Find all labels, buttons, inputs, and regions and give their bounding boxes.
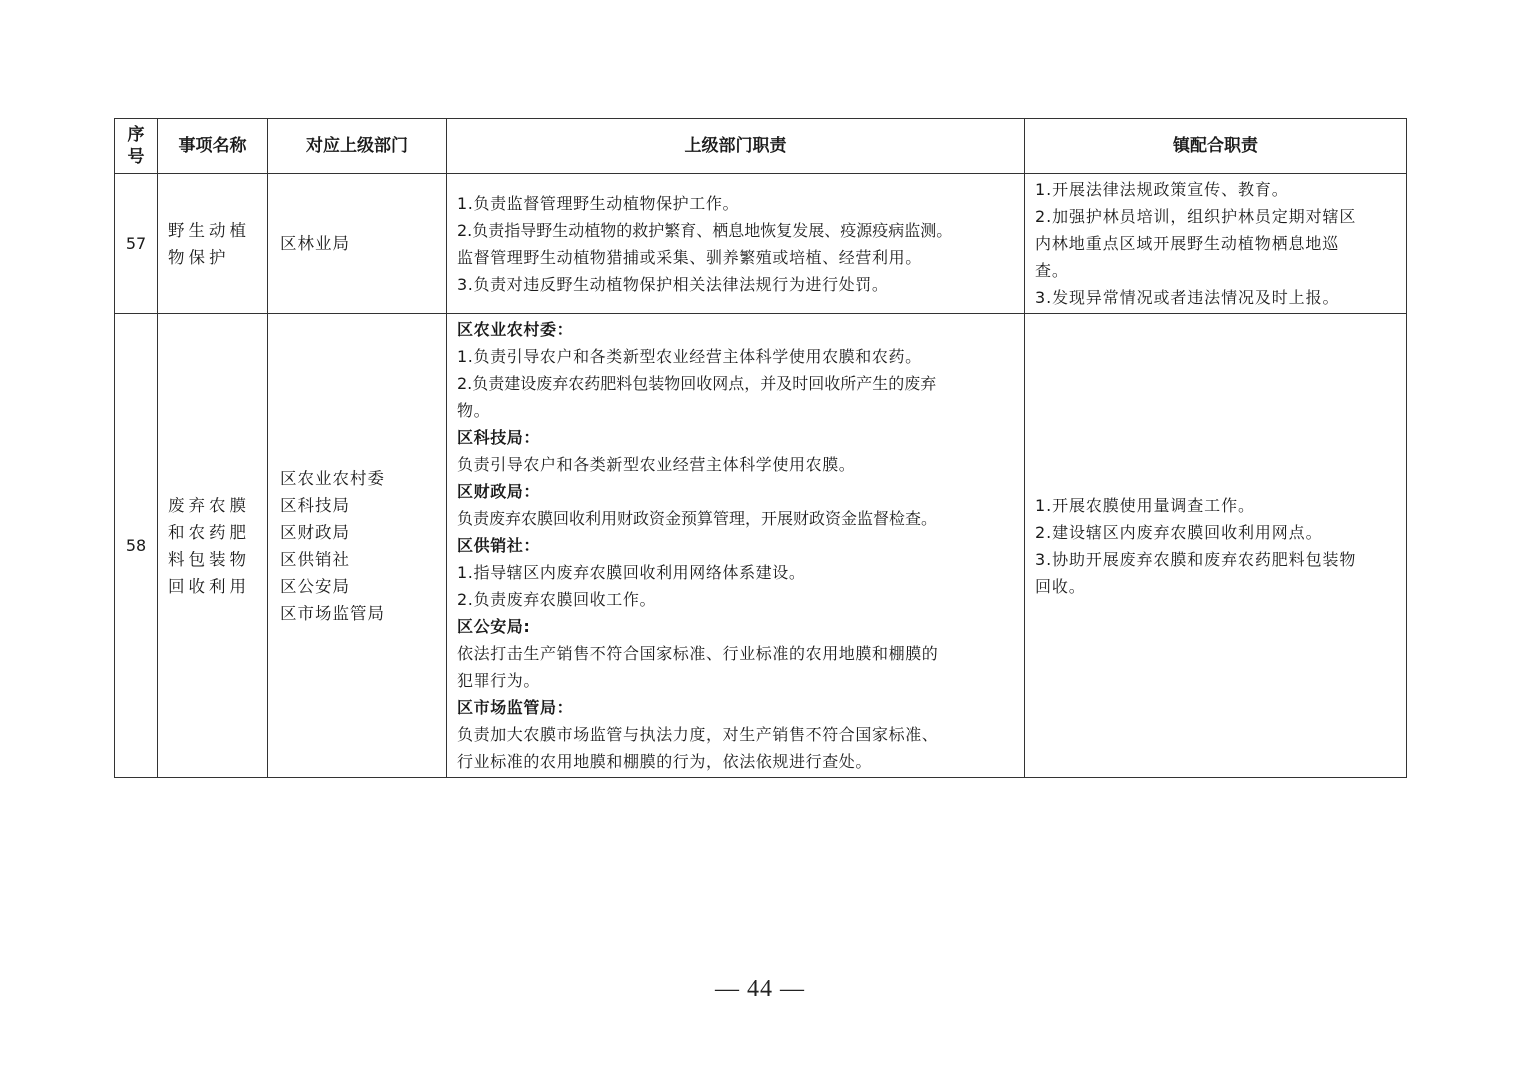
org-heading: 区科技局： — [457, 428, 541, 447]
org-heading: 区市场监管局： — [457, 698, 574, 717]
town-line: 1.开展法律法规政策宣传、教育。 — [1035, 180, 1289, 199]
row-superior-duty — [447, 314, 1025, 778]
item-name-line: 野生动植 — [168, 220, 250, 240]
item-name-line: 物保护 — [168, 247, 230, 267]
town-line: 1.开展农膜使用量调查工作。 — [1035, 495, 1255, 515]
item-name-line: 料包装物 — [168, 549, 250, 569]
header-superior-dept: 对应上级部门 — [268, 119, 447, 174]
duty-line: 依法打击生产销售不符合国家标准、行业标准的农用地膜和棚膜的 — [457, 644, 939, 663]
duty-line: 1.指导辖区内废弃农膜回收利用网络体系建设。 — [457, 563, 806, 582]
duty-line: 2.负责建设废弃农药肥料包装物回收网点，并及时回收所产生的废弃 — [457, 374, 937, 393]
row-item-name — [158, 174, 268, 314]
row-seq: 57 — [115, 174, 158, 314]
dept-line: 区市场监管局 — [280, 603, 385, 623]
dept-line: 区农业农村委 — [280, 468, 385, 488]
town-line: 回收。 — [1035, 576, 1086, 596]
dept-line: 区公安局 — [280, 576, 350, 596]
row-item-name — [158, 314, 268, 778]
org-heading: 区财政局： — [457, 482, 541, 501]
duty-line: 负责引导农户和各类新型农业经营主体科学使用农膜。 — [457, 455, 856, 474]
duty-line: 犯罪行为。 — [457, 671, 541, 690]
duty-line: 1.负责监督管理野生动植物保护工作。 — [457, 193, 740, 213]
duty-line: 1.负责引导农户和各类新型农业经营主体科学使用农膜和农药。 — [457, 347, 922, 366]
row-town-duty — [1025, 314, 1407, 778]
town-line: 2.加强护林员培训，组织护林员定期对辖区 — [1035, 207, 1357, 226]
header-seq — [115, 119, 158, 174]
org-heading: 区农业农村委： — [457, 320, 574, 339]
duty-line: 负责废弃农膜回收利用财政资金预算管理，开展财政资金监督检查。 — [457, 509, 938, 528]
responsibility-table — [114, 118, 1407, 778]
table-row — [115, 174, 1407, 314]
dept-line: 区科技局 — [280, 495, 350, 515]
table-row — [115, 314, 1407, 778]
org-heading: 区供销社： — [457, 536, 541, 555]
row-seq: 58 — [115, 314, 158, 778]
item-name-line: 废弃农膜 — [168, 495, 250, 515]
town-line: 查。 — [1035, 261, 1069, 280]
row-town-duty — [1025, 174, 1407, 314]
item-name-line: 回收利用 — [168, 576, 250, 596]
header-item-name: 事项名称 — [158, 119, 268, 174]
town-line: 内林地重点区域开展野生动植物栖息地巡 — [1035, 234, 1340, 253]
header-superior-duty: 上级部门职责 — [447, 119, 1025, 174]
page-number: — 44 — — [715, 976, 805, 1002]
dept-line: 区林业局 — [280, 234, 350, 253]
duty-line: 2.负责指导野生动植物的救护繁育、栖息地恢复发展、疫源疫病监测。 — [457, 220, 953, 240]
duty-line: 2.负责废弃农膜回收工作。 — [457, 590, 657, 609]
dept-line: 区财政局 — [280, 522, 350, 542]
row-superior-dept — [268, 314, 447, 778]
town-line: 3.发现异常情况或者违法情况及时上报。 — [1035, 288, 1340, 307]
org-heading: 区公安局: — [457, 617, 531, 636]
item-name-line: 和农药肥 — [168, 522, 250, 542]
dept-line: 区供销社 — [280, 549, 350, 569]
row-superior-duty — [447, 174, 1025, 314]
header-town-duty: 镇配合职责 — [1025, 119, 1407, 174]
duty-line: 负责加大农膜市场监管与执法力度，对生产销售不符合国家标准、 — [457, 725, 939, 744]
duty-line: 监督管理野生动植物猎捕或采集、驯养繁殖或培植、经营利用。 — [457, 247, 922, 267]
town-line: 2.建设辖区内废弃农膜回收利用网点。 — [1035, 522, 1323, 542]
duty-line: 物。 — [457, 401, 491, 420]
header-seq-text: 序号 — [127, 125, 145, 167]
duty-line: 行业标准的农用地膜和棚膜的行为，依法依规进行查处。 — [457, 752, 873, 771]
row-superior-dept — [268, 174, 447, 314]
town-line: 3.协助开展废弃农膜和废弃农药肥料包装物 — [1035, 549, 1357, 569]
duty-line: 3.负责对违反野生动植物保护相关法律法规行为进行处罚。 — [457, 274, 889, 294]
table-header-row — [115, 119, 1407, 174]
